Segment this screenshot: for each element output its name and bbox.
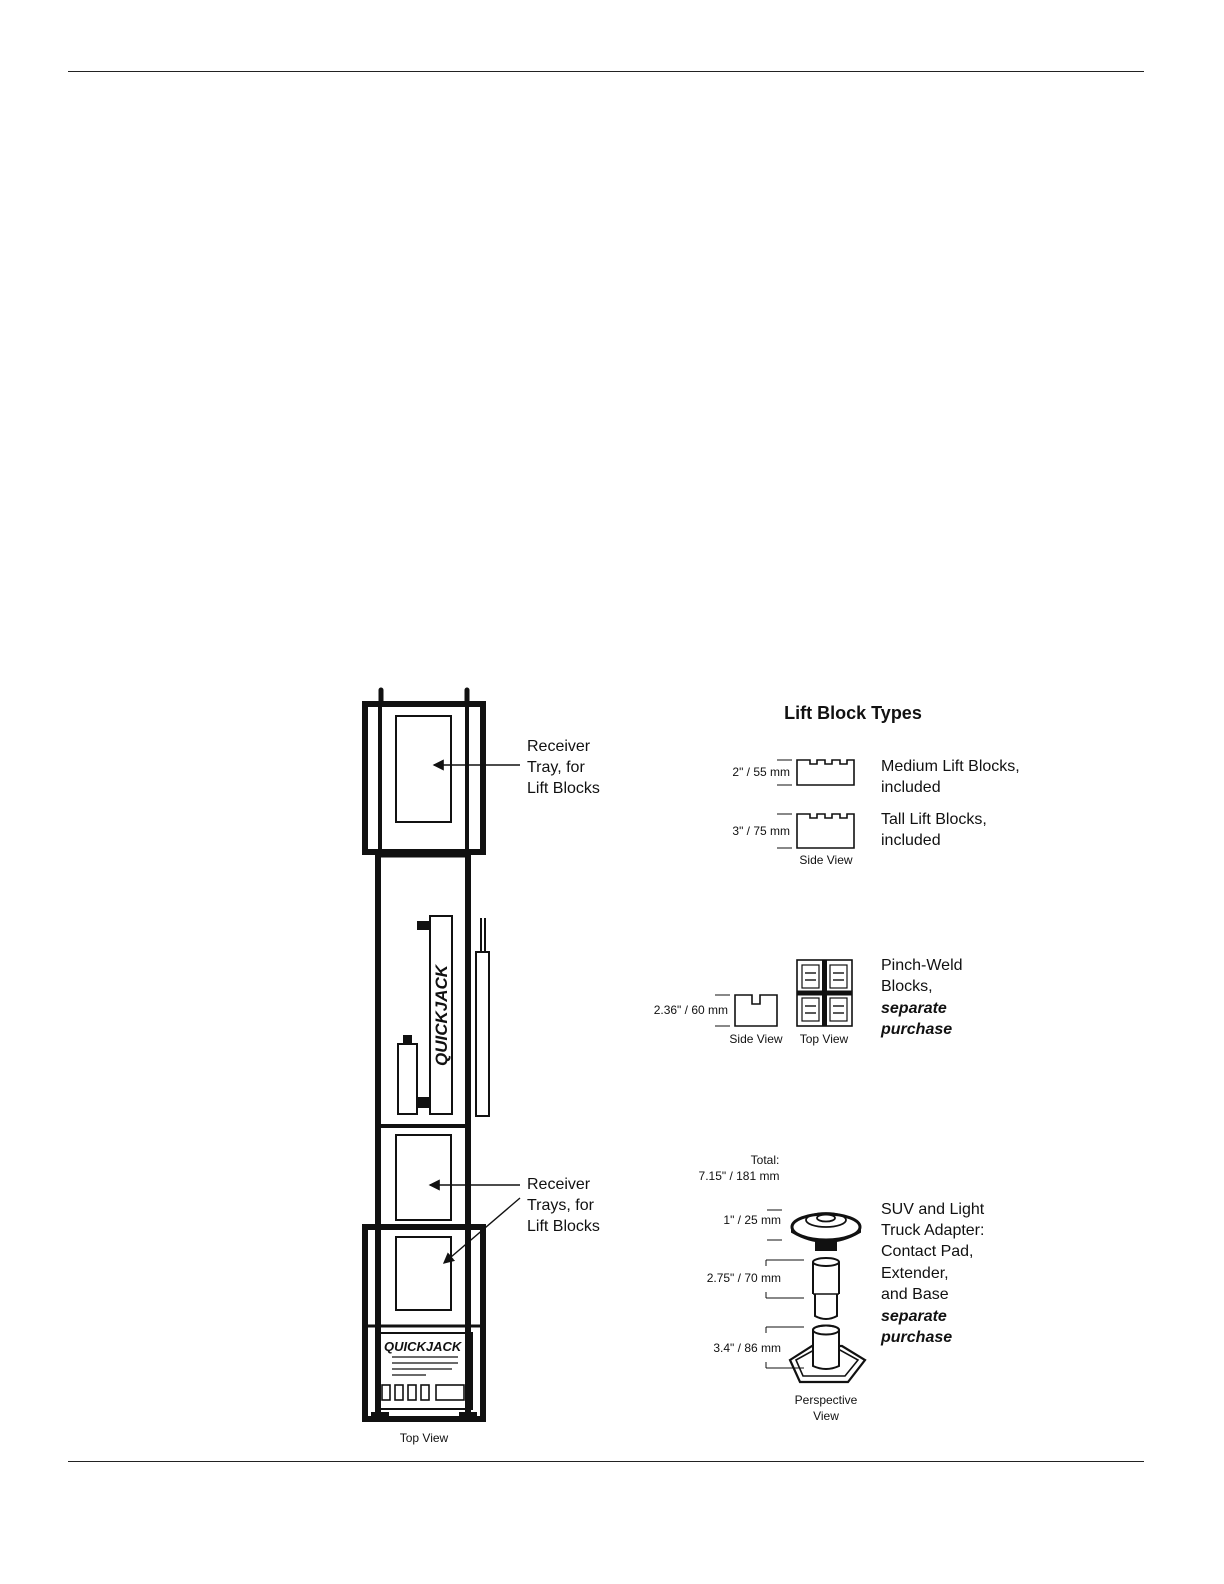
suv-total-label: Total: bbox=[750, 1153, 780, 1167]
quickjack-logo-vertical: QUICKJACK bbox=[432, 964, 451, 1066]
suv-extender-dimension: 2.75" / 70 mm bbox=[706, 1271, 781, 1285]
tall-block-label-1: Tall Lift Blocks, bbox=[881, 811, 987, 828]
pinch-weld-dimension: 2.36" / 60 mm bbox=[653, 1003, 728, 1017]
quickjack-logo-panel: QUICKJACK bbox=[384, 1339, 462, 1354]
tall-block-dimension: 3" / 75 mm bbox=[732, 824, 790, 838]
suv-label-1: SUV and Light bbox=[881, 1201, 985, 1218]
suv-pad-dimension: 1" / 25 mm bbox=[723, 1213, 781, 1227]
top-tray-label-1: Receiver bbox=[527, 738, 591, 755]
pinch-weld-block-top bbox=[797, 960, 852, 1026]
tall-block-label-2: included bbox=[881, 832, 941, 849]
bottom-tray-label-2: Trays, for bbox=[527, 1197, 594, 1214]
medium-block-label-2: included bbox=[881, 779, 941, 796]
suv-extender bbox=[766, 1258, 839, 1319]
suv-label-2: Truck Adapter: bbox=[881, 1222, 985, 1239]
top-tray-label-2: Tray, for bbox=[527, 759, 585, 776]
quickjack-top-view bbox=[365, 690, 489, 1420]
pinch-weld-label-2: Blocks, bbox=[881, 978, 933, 995]
pinch-weld-label-1: Pinch-Weld bbox=[881, 957, 963, 974]
bottom-tray-label-3: Lift Blocks bbox=[527, 1218, 600, 1235]
bottom-tray-label-1: Receiver bbox=[527, 1176, 591, 1193]
suv-purchase-2: purchase bbox=[881, 1329, 953, 1346]
bottom-receiver-tray bbox=[396, 1237, 451, 1310]
top-receiver-tray bbox=[396, 716, 451, 822]
top-tray-label-3: Lift Blocks bbox=[527, 780, 600, 797]
lift-block-types-title: Lift Block Types bbox=[784, 703, 922, 723]
pinch-weld-purchase-1: separate bbox=[881, 1000, 947, 1017]
suv-base-dimension: 3.4" / 86 mm bbox=[713, 1341, 781, 1355]
top-view-caption: Top View bbox=[399, 1431, 449, 1445]
suv-label-3: Contact Pad, bbox=[881, 1243, 974, 1260]
pinch-weld-top-view-caption: Top View bbox=[799, 1032, 849, 1046]
suv-total-dimension: 7.15" / 181 mm bbox=[698, 1169, 780, 1183]
suv-perspective-caption-2: View bbox=[813, 1409, 839, 1423]
tall-block-side-view-caption: Side View bbox=[799, 853, 853, 867]
medium-block-dimension: 2" / 55 mm bbox=[732, 765, 790, 779]
suv-perspective-caption-1: Perspective bbox=[794, 1393, 858, 1407]
suv-purchase-1: separate bbox=[881, 1308, 947, 1325]
suv-label-5: and Base bbox=[881, 1286, 949, 1303]
pinch-weld-side-view-caption: Side View bbox=[729, 1032, 783, 1046]
middle-receiver-tray bbox=[396, 1135, 451, 1220]
suv-label-4: Extender, bbox=[881, 1265, 949, 1282]
medium-block-label-1: Medium Lift Blocks, bbox=[881, 758, 1020, 775]
pinch-weld-purchase-2: purchase bbox=[881, 1021, 953, 1038]
